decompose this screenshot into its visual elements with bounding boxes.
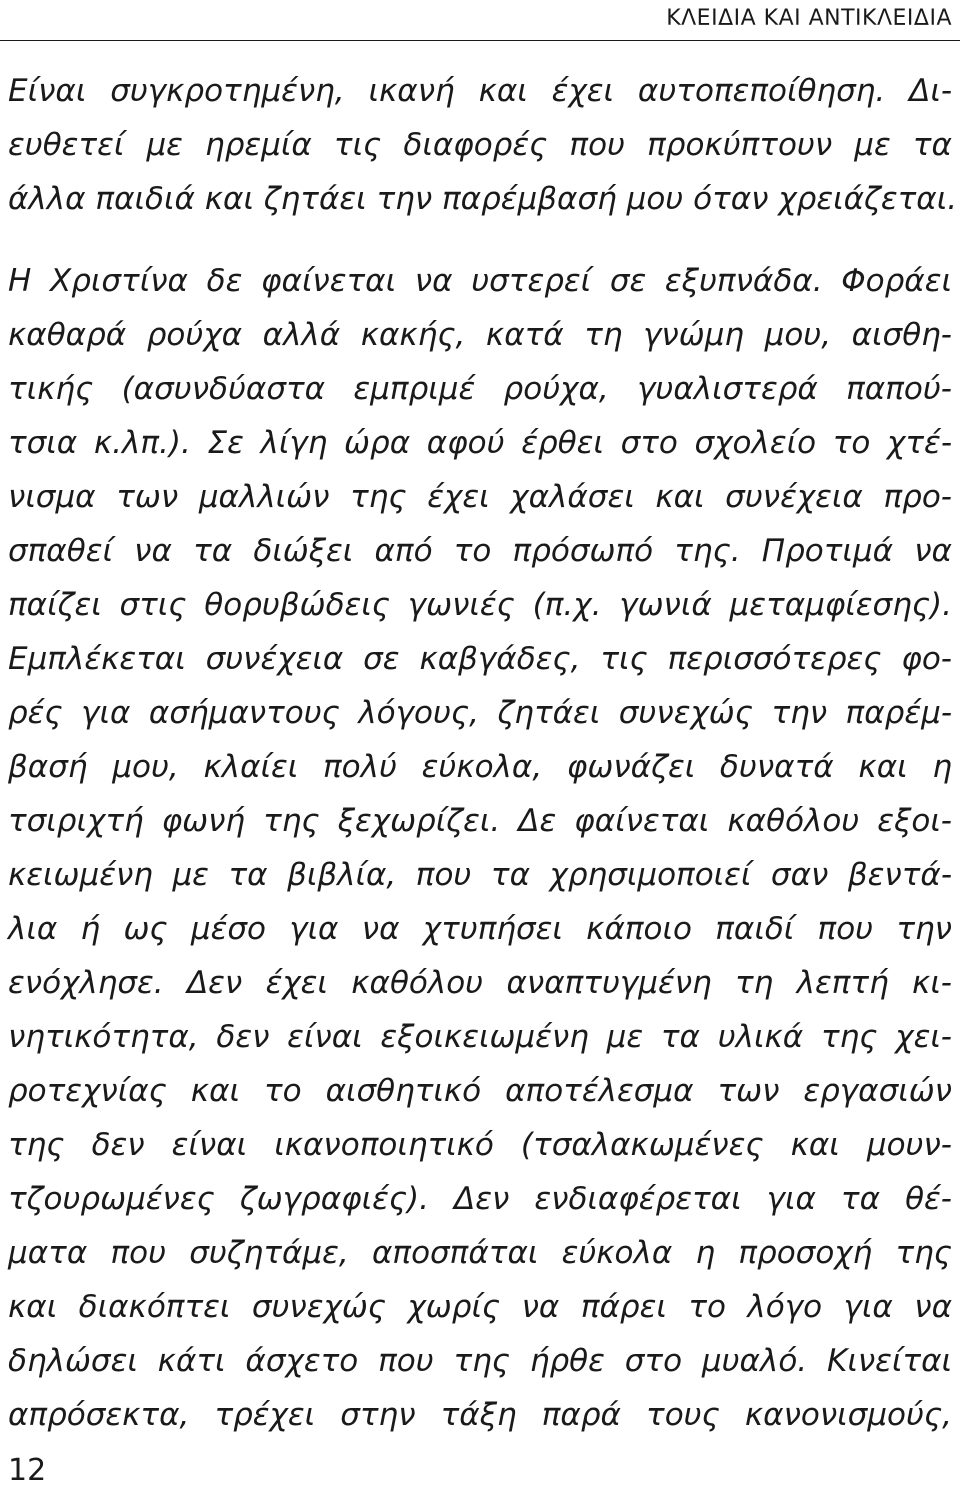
text-line: κειωμένη με τα βιβλία, που τα χρησιμοποιεί σαν βεντά- [8, 857, 952, 893]
paragraph-2 [8, 254, 952, 1442]
text-line: ρές για ασήμαντους λόγους, ζητάει συνεχώς την παρέμ- [8, 695, 952, 731]
text-line: της δεν είναι ικανοποιητικό (τσαλακωμένες και μουν- [8, 1127, 952, 1163]
text-line: άλλα παιδιά και ζητάει την παρέμβασή μου όταν χρειάζεται. [8, 181, 958, 217]
text-line: λια ή ως μέσο για να χτυπήσει κάποιο παιδί που την [8, 911, 952, 947]
text-line: παίζει στις θορυβώδεις γωνιές (π.χ. γωνιά μεταμφίεσης). [8, 587, 952, 623]
text-line: τσιριχτή φωνή της ξεχωρίζει. Δε φαίνεται καθόλου εξοι- [8, 803, 952, 839]
text-line: σπαθεί να τα διώξει από το πρόσωπό της. Προτιμά να [8, 533, 952, 569]
text-line: ευθετεί με ηρεμία τις διαφορές που προκύπτουν με τα [8, 127, 952, 163]
text-line: νητικότητα, δεν είναι εξοικειωμένη με τα υλικά της χει- [8, 1019, 952, 1055]
text-line: τσια κ.λπ.). Σε λίγη ώρα αφού έρθει στο σχολείο το χτέ- [8, 425, 952, 461]
text-line: Εμπλέκεται συνέχεια σε καβγάδες, τις περισσότερες φο- [8, 641, 952, 677]
text-line: ροτεχνίας και το αισθητικό αποτέλεσμα των εργασιών [8, 1073, 952, 1109]
text-line: και διακόπτει συνεχώς χωρίς να πάρει το λόγο για να [8, 1289, 952, 1325]
body-text [8, 64, 958, 1442]
page-number: 12 [8, 1453, 47, 1488]
paragraph-1 [8, 64, 958, 226]
text-line: βασή μου, κλαίει πολύ εύκολα, φωνάζει δυνατά και η [8, 749, 952, 785]
text-line: Είναι συγκροτημένη, ικανή και έχει αυτοπεποίθηση. Δι- [8, 73, 952, 109]
paragraph-spacer [8, 226, 952, 254]
text-line: νισμα των μαλλιών της έχει χαλάσει και συνέχεια προ- [8, 479, 952, 515]
text-line: Η Χριστίνα δε φαίνεται να υστερεί σε εξυπνάδα. Φοράει [8, 263, 952, 299]
text-line: τζουρωμένες ζωγραφιές). Δεν ενδιαφέρεται για τα θέ- [8, 1181, 952, 1217]
text-line: τικής (ασυνδύαστα εμπριμέ ρούχα, γυαλιστερά παπού- [8, 371, 952, 407]
text-line: ματα που συζητάμε, αποσπάται εύκολα η προσοχή της [8, 1235, 952, 1271]
text-line: δηλώσει κάτι άσχετο που της ήρθε στο μυαλό. Κινείται [8, 1343, 952, 1379]
header-rule [0, 40, 960, 41]
text-line: απρόσεκτα, τρέχει στην τάξη παρά τους κανονισμούς, [8, 1397, 952, 1433]
text-line: ενόχλησε. Δεν έχει καθόλου αναπτυγμένη τη λεπτή κι- [8, 965, 952, 1001]
text-line: καθαρά ρούχα αλλά κακής, κατά τη γνώμη μου, αισθη- [8, 317, 952, 353]
running-header: ΚΛΕΙΔΙΑ ΚΑΙ ΑΝΤΙΚΛΕΙΔΙΑ [666, 6, 952, 31]
